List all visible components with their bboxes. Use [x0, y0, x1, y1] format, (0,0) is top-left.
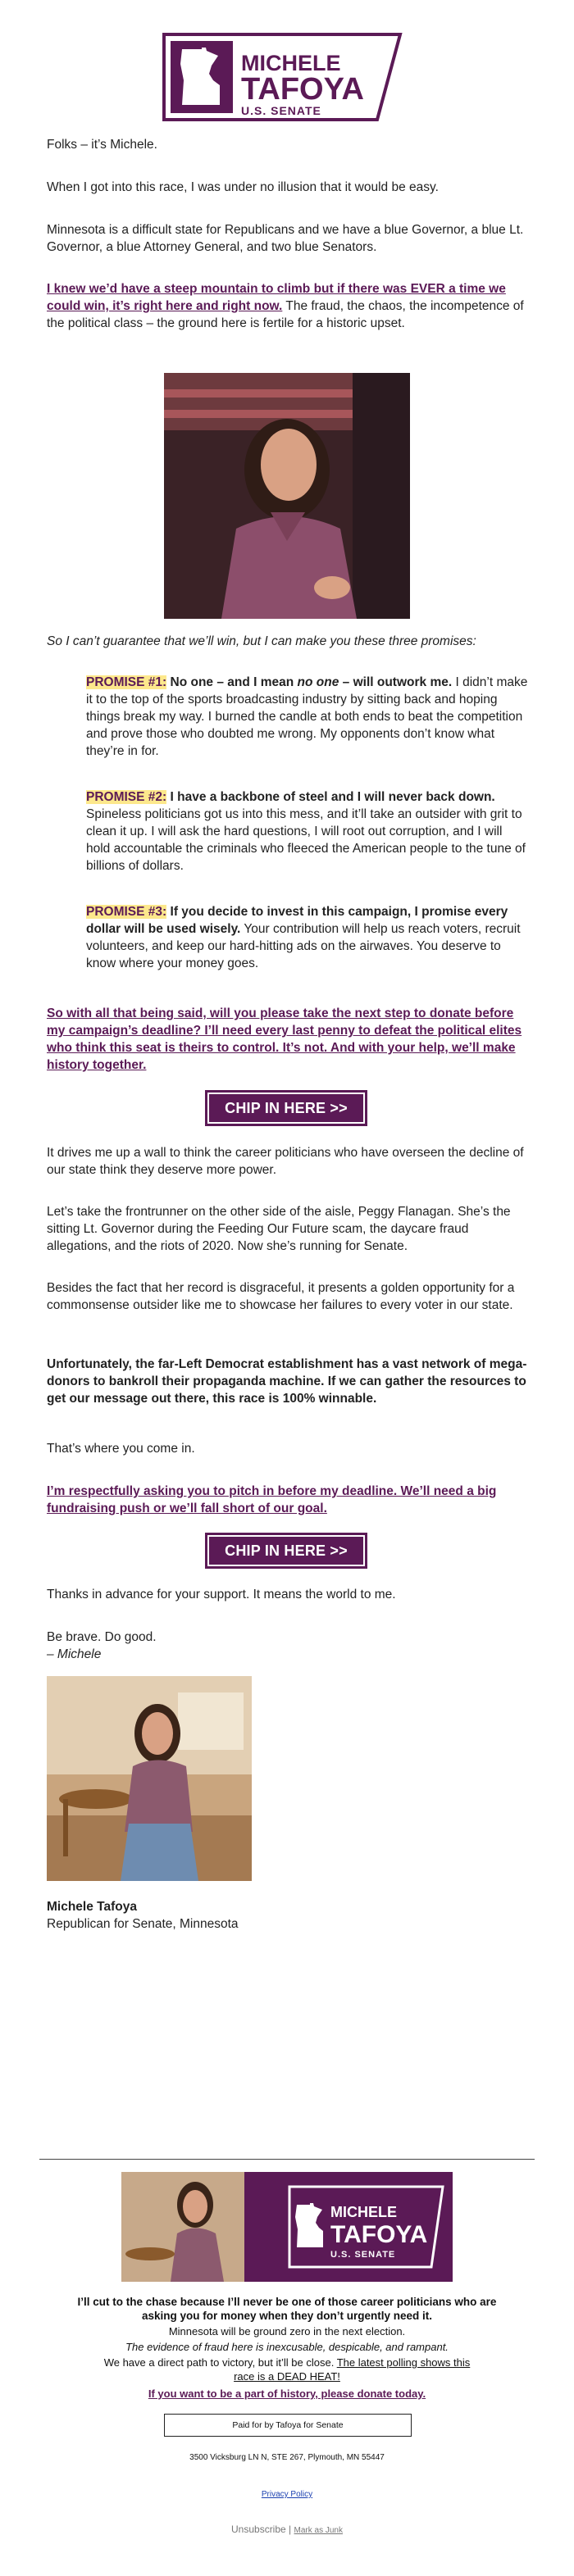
footer-line-1: I’ll cut to the chase because I’ll never be one of those career politicians who are asking you for money when they don’t urgently need it. [77, 2296, 497, 2322]
chip-in-button[interactable]: CHIP IN HERE >> [205, 1533, 367, 1569]
donate-ask-link-1[interactable]: So with all that being said, will you please take the next step to donate before my campaign’s deadline? I’ll need every last penny to defeat the political elites who think this seat is theirs to control. It’s not. And with your help, we’ll make history together. [47, 1006, 522, 1072]
paragraph: It drives me up a wall to think the career politicians who have overseen the decline of our state think they deserve more power. [47, 1146, 524, 1177]
promise-1: PROMISE #1: No one – and I mean no one – will outwork me. I didn’t make it to the top of the sports broadcasting industry by sitting back and hoping things break my way. I burned the candle at both ends to beat the competition and prove those who doubted me wrong. My opponents don’t know what they’re in for. [86, 675, 528, 758]
footer-donate-link[interactable]: If you want to be a part of history, please donate today. [148, 2387, 426, 2400]
candidate-photo [164, 373, 410, 619]
signature-title: Republican for Senate, Minnesota [47, 1917, 239, 1931]
paragraph: That’s where you come in. [47, 1442, 195, 1456]
candidate-photo-seated [47, 1676, 252, 1881]
paragraph: Minnesota is a difficult state for Republicans and we have a blue Governor, a blue Lt. Governor, a blue Attorney General, and two blue Senators. [47, 223, 524, 254]
footer-line-4: We have a direct path to victory, but it’ll be close. The latest polling shows this race is a DEAD HEAT! [103, 2356, 471, 2383]
footer-divider [39, 2159, 535, 2160]
paragraph-bold: Unfortunately, the far-Left Democrat establishment has a vast network of mega-donors to bankroll their propaganda machine. If we can gather the resources to get our message out there, this race is 100% winnable. [47, 1357, 527, 1406]
logo-last-name: TAFOYA [241, 72, 364, 107]
mark-junk-link[interactable]: Mark as Junk [294, 2526, 343, 2535]
footer-line-5 [0, 2387, 574, 2401]
donate-ask-link-2[interactable]: I’m respectfully asking you to pitch in before my deadline. We’ll need a big fundraising push or we’ll fall short of our goal. [47, 1484, 497, 1515]
unsubscribe-row: Unsubscribe | Mark as Junk [231, 2524, 343, 2535]
paragraph: I knew we’d have a steep mountain to climb but if there was EVER a time we could win, it’s right here and right now. The fraud, the chaos, the incompetence of the political class – the ground here is fertile for a historic upset. [47, 282, 524, 330]
donate-ask-paragraph [47, 1483, 527, 1517]
promise-3: PROMISE #3: If you decide to invest in this campaign, I promise every dollar will be used wisely. Your contribution will help us reach voters, recruit volunteers, and keep our hard-hitting ads on the airwaves. You deserve to know where your money goes. [86, 905, 521, 970]
paragraph: Besides the fact that her record is disgraceful, it presents a golden opportunity for a commonsense outsider like me to showcase her failures to every voter in our state. [47, 1281, 515, 1312]
promise-2: PROMISE #2: I have a backbone of steel and I will never back down. Spineless politicians got us into this mess, and it’ll take an outsider with grit to clean it up. I will ask the hard questions, I will root out corruption, and I will hold accountable the criminals who fleeced the American people to the tune of billions of dollars. [86, 790, 526, 873]
paragraph: When I got into this race, I was under no illusion that it would be easy. [47, 180, 439, 194]
privacy-policy-row [0, 2487, 574, 2501]
paragraph: Let’s take the frontrunner on the other side of the aisle, Peggy Flanagan. She’s the sitting Lt. Governor during the Feeding Our Future scam, the daycare fraud allegations, and the riots of 2020. Now she’s running for Senate. [47, 1205, 511, 1253]
footer-address: 3500 Vicksburg LN N, STE 267, Plymouth, MN 55447 [189, 2453, 385, 2462]
promise-1-label: PROMISE #1: [86, 675, 167, 689]
footer-banner[interactable] [121, 2172, 453, 2282]
header-logo[interactable] [162, 31, 405, 123]
promise-2-label: PROMISE #2: [86, 790, 167, 804]
footer-line-2: Minnesota will be ground zero in the next election. [168, 2325, 406, 2337]
paid-for-box: Paid for by Tafoya for Senate [164, 2414, 412, 2437]
signature-name: Michele Tafoya [47, 1900, 137, 1914]
greeting: Folks – it’s Michele. [47, 138, 157, 152]
svg-text:U.S. SENATE: U.S. SENATE [330, 2250, 396, 2260]
logo-office: U.S. SENATE [241, 104, 321, 117]
privacy-policy-link[interactable]: Privacy Policy [261, 2490, 313, 2499]
svg-text:MICHELE: MICHELE [330, 2204, 397, 2220]
footer-line-3: The evidence of fraud here is inexcusable, despicable, and rampant. [125, 2341, 449, 2353]
logo-first-name: MICHELE [241, 51, 341, 75]
promise-3-label: PROMISE #3: [86, 905, 167, 919]
logo-graphic [162, 31, 405, 123]
signature: – Michele [47, 1647, 102, 1661]
paragraph: So I can’t guarantee that we’ll win, but I can make you these three promises: [47, 634, 476, 648]
donate-ask-paragraph [47, 1005, 527, 1074]
svg-text:TAFOYA: TAFOYA [330, 2221, 428, 2248]
inline-donate-link[interactable]: I knew we’d have a steep mountain to climb but if there was EVER a time we could win, it’s right here and right now. [47, 282, 506, 313]
unsubscribe-link[interactable]: Unsubscribe [231, 2524, 286, 2535]
chip-in-button[interactable]: CHIP IN HERE >> [205, 1090, 367, 1126]
polling-link[interactable]: The latest polling shows this race is a DEAD HEAT! [234, 2356, 471, 2383]
paragraph: Thanks in advance for your support. It means the world to me. [47, 1588, 396, 1601]
signoff: Be brave. Do good. [47, 1630, 157, 1644]
